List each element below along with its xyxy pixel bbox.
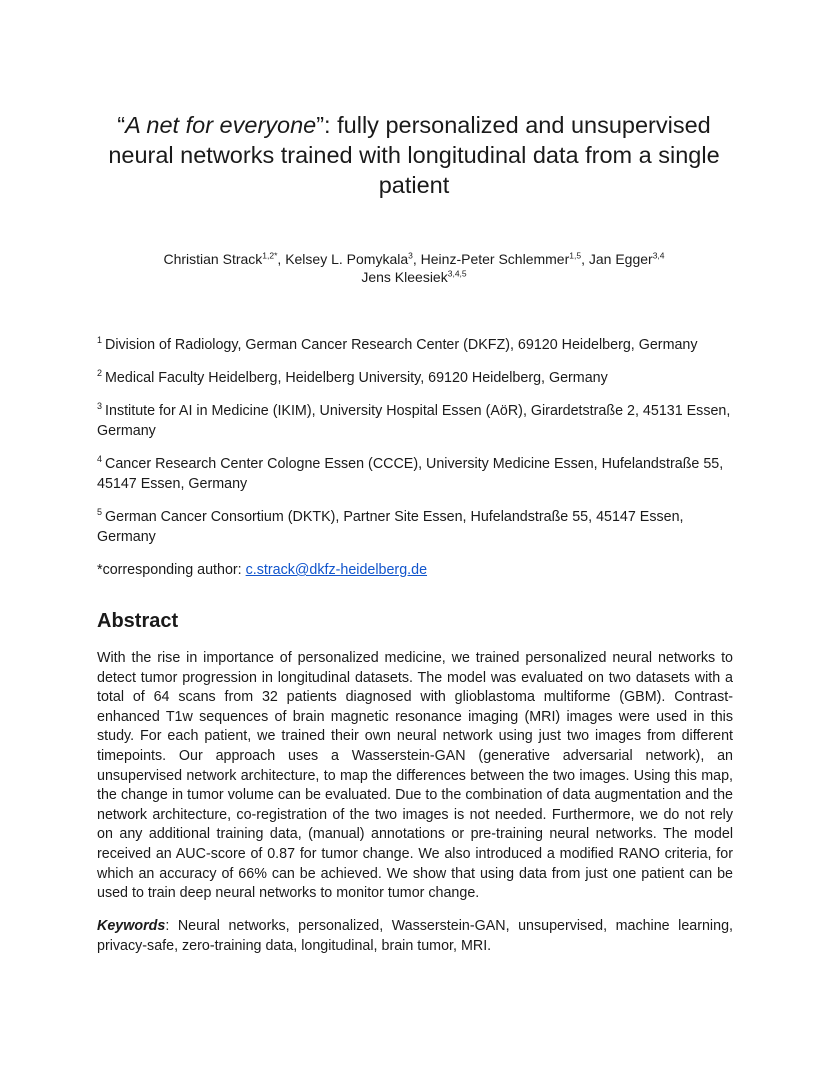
author-affil-sup: 3: [408, 250, 413, 261]
keywords: [97, 917, 733, 956]
author-affil-sup: 1,5: [569, 250, 582, 261]
keywords-label: Keywords: [97, 918, 166, 934]
author-affil-sup: 1,2*: [262, 250, 278, 261]
author-name: Kelsey L. Pomykala: [285, 251, 409, 267]
title-open-quote: “: [117, 112, 126, 138]
author-separator: ,: [277, 251, 286, 267]
abstract-heading: Abstract: [97, 610, 179, 632]
affiliation-text: Institute for AI in Medicine (IKIM), University Hospital Essen (AöR), Girardetstraße 2, 45131 Essen, Germany: [97, 403, 731, 439]
affiliation-number: 2: [97, 368, 103, 379]
corresponding-author: [97, 560, 737, 580]
abstract-text: With the rise in importance of personalized medicine, we trained personalized neural networks to detect tumor progression in longitudinal datasets. The model was evaluated on two datasets with a total of 64 scans from 32 patients diagnosed with glioblastoma multiforme (GBM). Contrast-enhanced T1w sequences of brain magnetic resonance imaging (MRI) images were used in this study. For each patient, we trained their own neural network using just two images from different timepoints. Our approach uses a Wasserstein-GAN (generative adversarial network), an unsupervised network architecture, to map the differences between the two images. Using this map, the change in tumor volume can be evaluated. Due to the combination of data augmentation and the network architecture, co-registration of the two images is not needed. Furthermore, we do not rely on any additional training data, (manual) annotations or pre-training neural networks. The model received an AUC-score of 0.87 for tumor change. We also introduced a modified RANO criteria, for which an accuracy of 66% can be achieved. We show that using data from just one patient can be used to train deep neural networks to monitor tumor change.: [97, 650, 733, 902]
keywords-text: : Neural networks, personalized, Wasserstein-GAN, unsupervised, machine learning, privacy-safe, zero-training data, longitudinal, brain tumor, MRI.: [97, 918, 733, 954]
affiliation-text: Cancer Research Center Cologne Essen (CCCE), University Medicine Essen, Hufelandstraße 55, 45147 Essen, Germany: [97, 456, 724, 492]
affiliation-text: German Cancer Consortium (DKTK), Partner Site Essen, Hufelandstraße 55, 45147 Essen, Germany: [97, 509, 684, 545]
affiliation-4: [97, 454, 737, 494]
affiliation-number: 1: [97, 335, 103, 346]
author-separator: ,: [581, 251, 589, 267]
affiliation-1: [97, 335, 737, 355]
affiliation-number: 3: [97, 401, 103, 412]
corresponding-author-label: *corresponding author:: [97, 562, 246, 578]
title-rest: ”: fully personalized and unsupervised neural networks trained with longitudinal data from a single patient: [108, 112, 720, 198]
author-name: Jan Egger: [588, 251, 653, 267]
affiliation-2: [97, 368, 737, 388]
author-affil-sup: 3,4,5: [447, 268, 467, 279]
author-line-1: [60, 250, 768, 268]
author-list: [60, 250, 768, 286]
author-name: Jens Kleesiek: [361, 269, 448, 285]
affiliation-text: Medical Faculty Heidelberg, Heidelberg University, 69120 Heidelberg, Germany: [105, 370, 608, 386]
paper-title: [90, 110, 738, 200]
author-name: Christian Strack: [163, 251, 263, 267]
author-separator: ,: [412, 251, 421, 267]
affiliation-number: 4: [97, 454, 103, 465]
affiliation-text: Division of Radiology, German Cancer Research Center (DKFZ), 69120 Heidelberg, Germany: [105, 337, 698, 353]
author-name: Heinz-Peter Schlemmer: [420, 251, 570, 267]
author-line-2: [60, 268, 768, 286]
affiliation-3: [97, 401, 737, 441]
corresponding-email-link[interactable]: c.strack@dkfz-heidelberg.de: [245, 562, 428, 578]
affiliation-5: [97, 507, 737, 547]
title-italic: A net for everyone: [125, 112, 317, 138]
author-affil-sup: 3,4: [652, 250, 665, 261]
affiliation-number: 5: [97, 507, 103, 518]
